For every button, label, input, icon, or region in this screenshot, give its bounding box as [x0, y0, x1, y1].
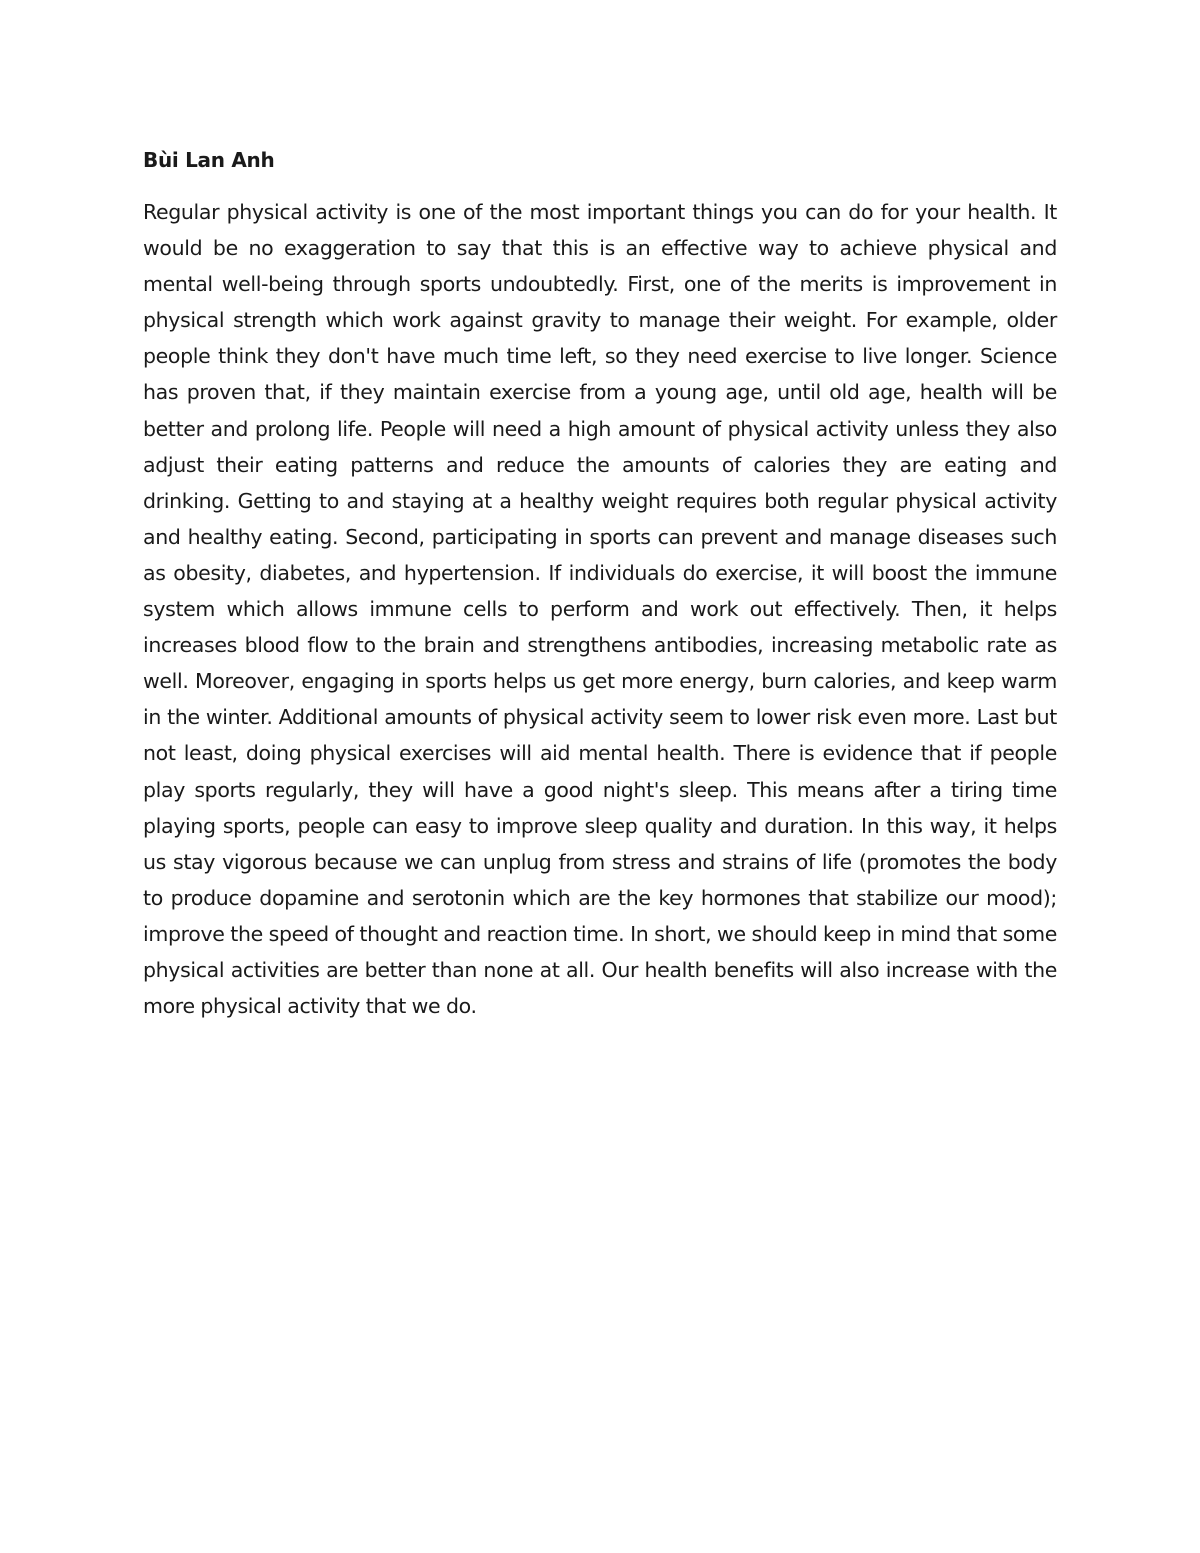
author-name: Bùi Lan Anh: [143, 148, 275, 172]
document-content: [143, 142, 1057, 1024]
essay-paragraph: Regular physical activity is one of the most important things you can do for your health. It would be no exaggeration to say that this is an effective way to achieve physical and mental well-being through sports undoubtedly. First, one of the merits is improvement in physical strength which work against gravity to manage their weight. For example, older people think they don't have much time left, so they need exercise to live longer. Science has proven that, if they maintain exercise from a young age, until old age, health will be better and prolong life. People will need a high amount of physical activity unless they also adjust their eating patterns and reduce the amounts of calories they are eating and drinking. Getting to and staying at a healthy weight requires both regular physical activity and healthy eating. Second, participating in sports can prevent and manage diseases such as obesity, diabetes, and hypertension. If individuals do exercise, it will boost the immune system which allows immune cells to perform and work out effectively. Then, it helps increases blood flow to the brain and strengthens antibodies, increasing metabolic rate as well. Moreover, engaging in sports helps us get more energy, burn calories, and keep warm in the winter. Additional amounts of physical activity seem to lower risk even more. Last but not least, doing physical exercises will aid mental health. There is evidence that if people play sports regularly, they will have a good night's sleep. This means after a tiring time playing sports, people can easy to improve sleep quality and duration. In this way, it helps us stay vigorous because we can unplug from stress and strains of life (promotes the body to produce dopamine and serotonin which are the key hormones that stabilize our mood); improve the speed of thought and reaction time. In short, we should keep in mind that some physical activities are better than none at all. Our health benefits will also increase with the more physical activity that we do.: [143, 200, 1057, 1019]
